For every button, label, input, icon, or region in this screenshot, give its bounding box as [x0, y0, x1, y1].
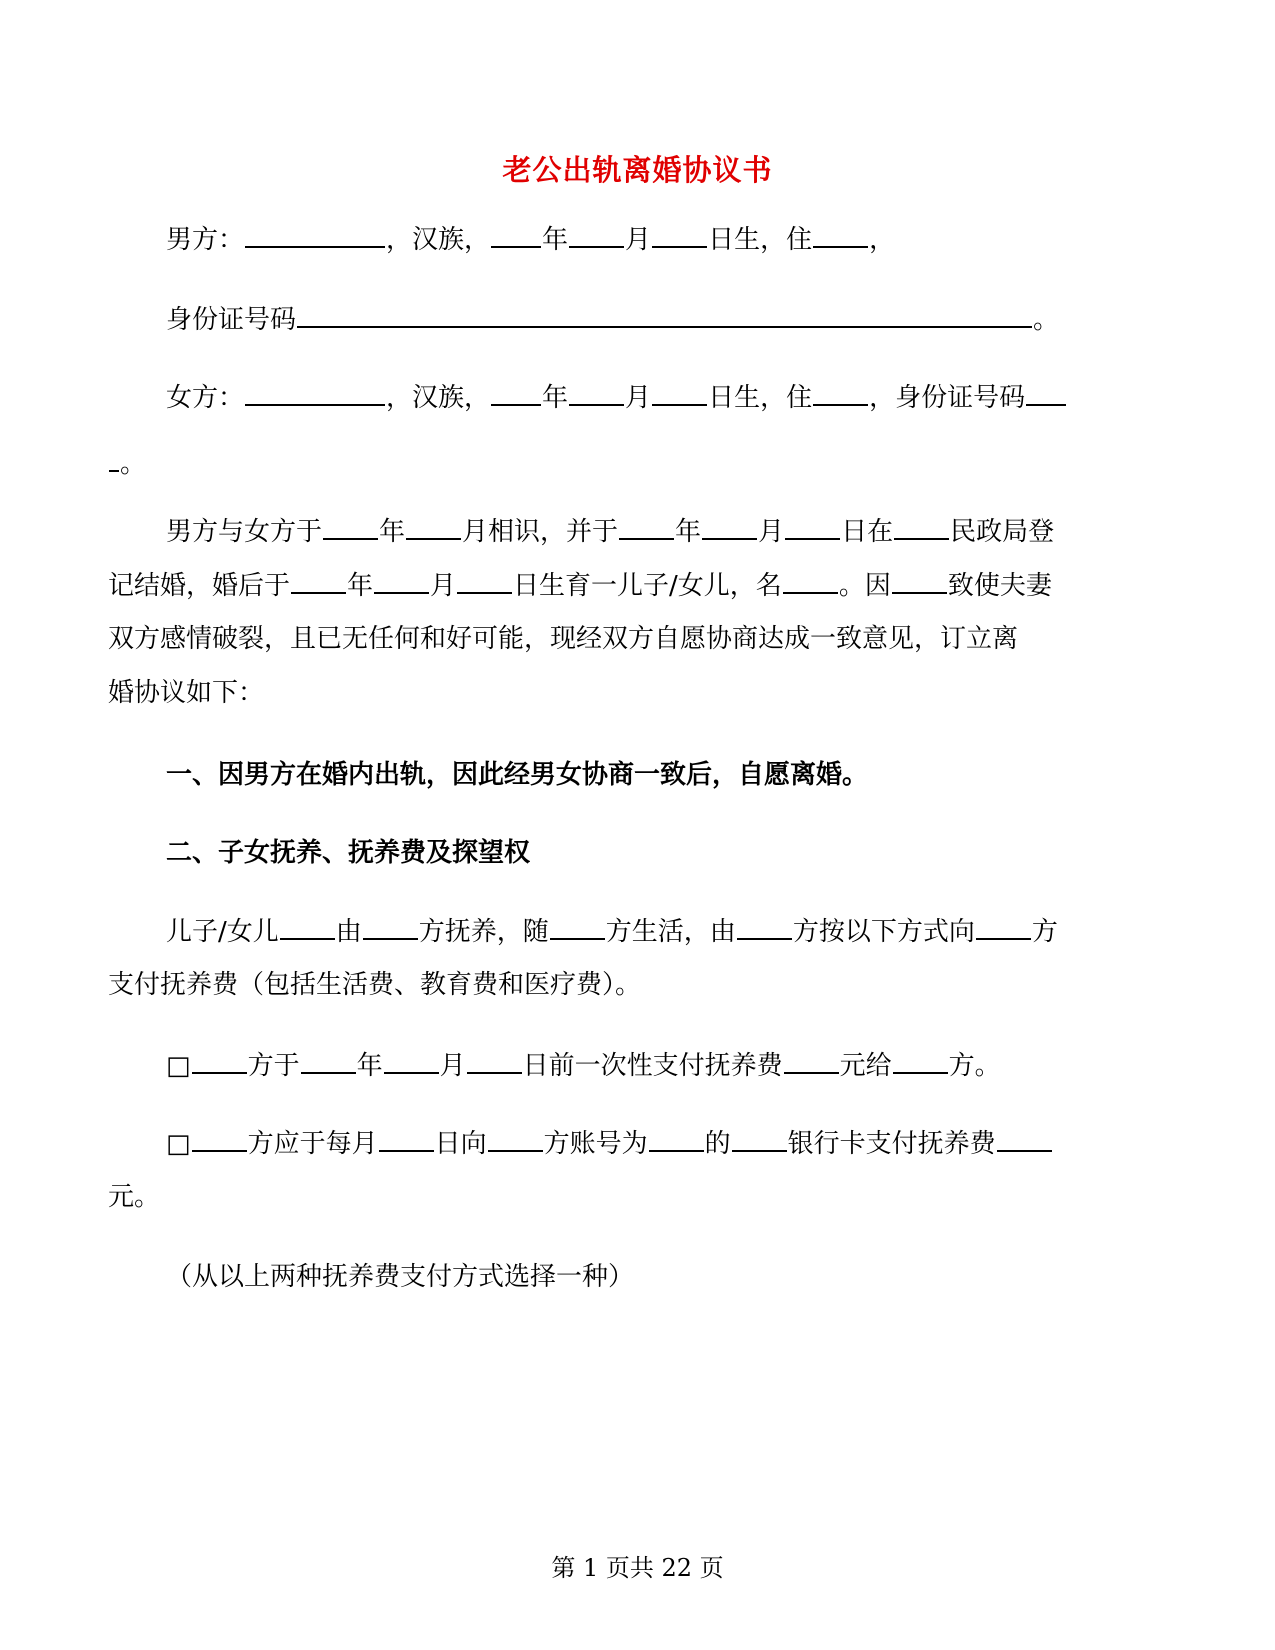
opt1-party-blank[interactable] [192, 1048, 247, 1074]
reason-blank[interactable] [892, 568, 947, 594]
custody-text: 由 [335, 917, 362, 947]
option-text: 的 [704, 1129, 731, 1159]
female-id-blank-cont[interactable] [109, 446, 119, 472]
intro-text: 月 [758, 517, 785, 547]
option-text: 日向 [434, 1129, 487, 1159]
payment-option-2 [166, 1126, 1053, 1161]
option-text: 月 [439, 1051, 466, 1081]
intro-line-4: 婚协议如下： [108, 678, 265, 708]
intro-text: 月相识，并于 [462, 517, 619, 547]
male-id-blank[interactable] [297, 302, 1032, 328]
option-text: 年 [356, 1051, 383, 1081]
child-name-blank[interactable] [783, 568, 838, 594]
custody-text: 方生活，由 [605, 917, 736, 947]
male-address-blank[interactable] [813, 222, 868, 248]
opt2-account-blank[interactable] [649, 1126, 704, 1152]
intro-text: 致使夫妻 [947, 571, 1052, 601]
marry-day-blank[interactable] [785, 514, 840, 540]
female-name-blank[interactable] [245, 380, 385, 406]
male-id-end: 。 [1033, 305, 1060, 335]
option-text: 方。 [948, 1051, 1001, 1081]
male-year-blank[interactable] [491, 222, 541, 248]
female-label: 女方： [166, 383, 245, 413]
payee-party-blank[interactable] [976, 914, 1031, 940]
bureau-blank[interactable] [894, 514, 949, 540]
male-end-text: ， [869, 225, 896, 255]
female-ethnic-text: ，汉族， [386, 383, 491, 413]
female-end-text: 。 [120, 449, 147, 479]
option-text: 元给 [839, 1051, 892, 1081]
option-1-checkbox[interactable]: □ [166, 1051, 191, 1081]
male-label: 男方： [166, 225, 245, 255]
male-year-text: 年 [542, 225, 569, 255]
female-month-text: 月 [625, 383, 652, 413]
intro-line-3: 双方感情破裂，且已无任何和好可能，现经双方自愿协商达成一致意见，订立离 [108, 624, 1019, 654]
male-id-label: 身份证号码 [166, 305, 297, 335]
intro-text: 日生育一儿子/女儿，名 [513, 571, 782, 601]
female-address-blank[interactable] [813, 380, 868, 406]
intro-line-2 [108, 568, 1052, 603]
payment-option-1 [166, 1048, 1001, 1083]
intro-text: 记结婚，婚后于 [108, 571, 291, 601]
female-id-label: ，身份证号码 [869, 383, 1026, 413]
opt2-recipient-blank[interactable] [488, 1126, 543, 1152]
male-day-blank[interactable] [652, 222, 707, 248]
option-text: 日前一次性支付抚养费 [522, 1051, 783, 1081]
opt2-day-blank[interactable] [379, 1126, 434, 1152]
option-text: 方于 [247, 1051, 300, 1081]
opt2-bank-blank[interactable] [732, 1126, 787, 1152]
male-info-line [166, 222, 895, 257]
custody-text: 儿子/女儿 [166, 917, 279, 947]
clause-1: 一、因男方在婚内出轨，因此经男女协商一致后，自愿离婚。 [166, 760, 869, 790]
marry-year-blank[interactable] [619, 514, 674, 540]
intro-text: 日在 [841, 517, 894, 547]
female-id-blank[interactable] [1026, 380, 1066, 406]
opt1-year-blank[interactable] [301, 1048, 356, 1074]
intro-text: 民政局登 [950, 517, 1055, 547]
option-2-checkbox[interactable]: □ [166, 1129, 191, 1159]
male-born-text: 日生，住 [708, 225, 813, 255]
opt1-month-blank[interactable] [384, 1048, 439, 1074]
custody-child-blank[interactable] [280, 914, 335, 940]
opt2-party-blank[interactable] [192, 1126, 247, 1152]
living-party-blank[interactable] [550, 914, 605, 940]
payment-note: （从以上两种抚养费支付方式选择一种） [166, 1262, 635, 1292]
custody-line-2: 支付抚养费（包括生活费、教育费和医疗费）。 [108, 970, 642, 1000]
male-month-text: 月 [625, 225, 652, 255]
option-2-continuation: 元。 [108, 1182, 161, 1212]
marry-month-blank[interactable] [702, 514, 757, 540]
meet-year-blank[interactable] [323, 514, 378, 540]
intro-line-1 [166, 514, 1054, 549]
intro-text: 。因 [838, 571, 891, 601]
opt1-day-blank[interactable] [467, 1048, 522, 1074]
male-ethnic-text: ，汉族， [386, 225, 491, 255]
male-month-blank[interactable] [569, 222, 624, 248]
female-day-blank[interactable] [652, 380, 707, 406]
female-year-blank[interactable] [491, 380, 541, 406]
male-id-line [166, 302, 1059, 337]
opt2-amount-blank[interactable] [997, 1126, 1052, 1152]
birth-year-blank[interactable] [291, 568, 346, 594]
payer-party-blank[interactable] [737, 914, 792, 940]
page-footer: 第 1 页共 22 页 [551, 1554, 724, 1582]
custody-text: 方 [1031, 917, 1058, 947]
intro-text: 年 [347, 571, 374, 601]
custody-party-blank[interactable] [363, 914, 418, 940]
opt1-recipient-blank[interactable] [893, 1048, 948, 1074]
custody-text: 方按以下方式向 [792, 917, 975, 947]
birth-month-blank[interactable] [374, 568, 429, 594]
female-born-text: 日生，住 [708, 383, 813, 413]
document-title: 老公出轨离婚协议书 [502, 153, 773, 187]
female-id-continuation [108, 446, 146, 481]
clause-2-heading: 二、子女抚养、抚养费及探望权 [166, 838, 531, 868]
option-text: 方账号为 [543, 1129, 648, 1159]
female-info-line [166, 380, 1067, 415]
female-year-text: 年 [542, 383, 569, 413]
intro-text: 月 [430, 571, 457, 601]
option-text: 方应于每月 [247, 1129, 378, 1159]
intro-text: 男方与女方于 [166, 517, 323, 547]
option-text: 银行卡支付抚养费 [787, 1129, 996, 1159]
intro-text: 年 [379, 517, 406, 547]
meet-month-blank[interactable] [406, 514, 461, 540]
birth-day-blank[interactable] [457, 568, 512, 594]
opt1-amount-blank[interactable] [784, 1048, 839, 1074]
male-name-blank[interactable] [245, 222, 385, 248]
custody-text: 方抚养，随 [418, 917, 549, 947]
intro-text: 年 [675, 517, 702, 547]
custody-line-1 [166, 914, 1058, 949]
female-month-blank[interactable] [569, 380, 624, 406]
